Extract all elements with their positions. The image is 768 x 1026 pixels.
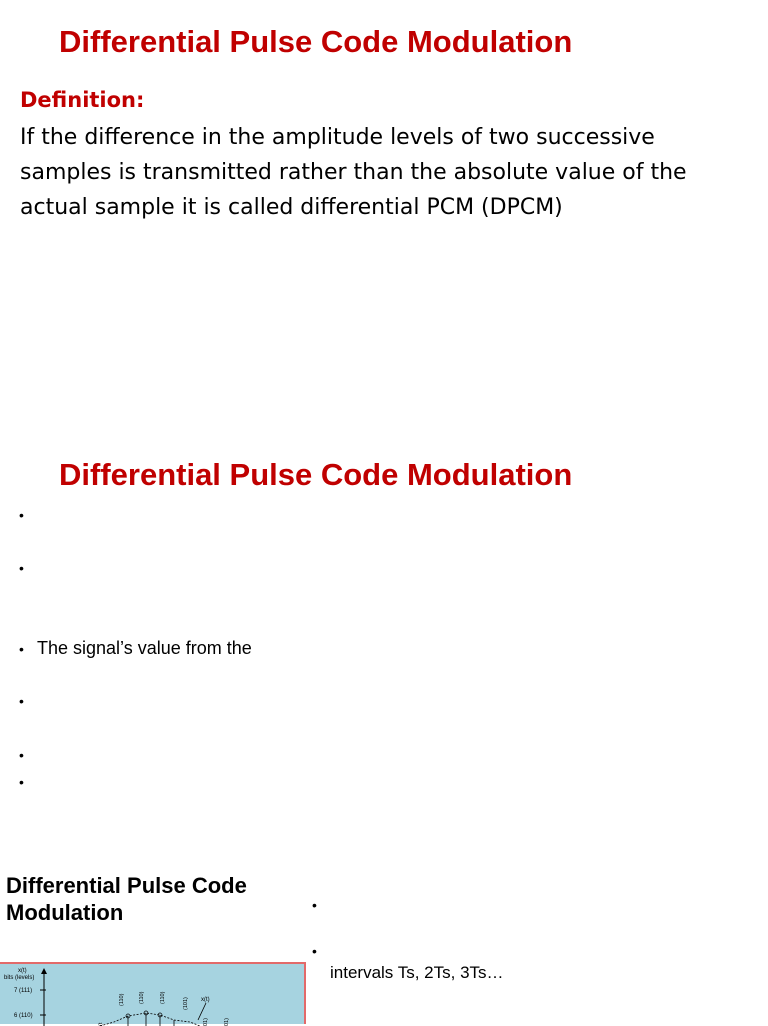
dpcm-figure bbox=[0, 962, 306, 1024]
slide2-bullet-6 bbox=[19, 771, 37, 792]
signal-trace bbox=[100, 1013, 200, 1026]
y-tick-label-7: 7 (111) bbox=[14, 988, 33, 994]
y-axis-label-2: bits (levels) bbox=[4, 975, 35, 981]
slide2-bullet-1 bbox=[19, 504, 37, 525]
signal-label-leader bbox=[198, 1003, 206, 1020]
partial-code-right: 01) bbox=[224, 1018, 230, 1026]
bullet-dot: • bbox=[312, 897, 317, 913]
y-axis-arrow bbox=[41, 968, 47, 974]
bullet-dot: • bbox=[19, 641, 24, 657]
slide3-bullet-2-text: intervals Ts, 2Ts, 3Ts… bbox=[330, 963, 504, 982]
slide2-bullet-3 bbox=[19, 638, 252, 659]
slide3-title: Differential Pulse Code Modulation bbox=[6, 873, 247, 925]
bullet-dot: • bbox=[19, 693, 24, 709]
slide3-bullet-2 bbox=[312, 940, 330, 961]
definition-text: If the difference in the amplitude levels of two successive samples is transmitted rather than the absolute value of the actual sample it is called differential PCM (DPCM) bbox=[20, 125, 687, 220]
sample-code-3: (110) bbox=[160, 991, 166, 1004]
partial-code-left: (t bbox=[98, 1022, 104, 1026]
slide3-bullet-1 bbox=[312, 894, 330, 915]
bullet-dot: • bbox=[312, 943, 317, 959]
bullet-dot: • bbox=[19, 560, 24, 576]
sample-code-4: (101) bbox=[183, 997, 189, 1010]
sample-code-1: (110) bbox=[119, 993, 125, 1006]
slide2-bullet-5 bbox=[19, 744, 37, 765]
dpcm-waveform-plot bbox=[0, 964, 306, 1026]
signal-label: x(t) bbox=[201, 997, 210, 1003]
y-axis-label-1: x(t) bbox=[18, 968, 27, 974]
slide2-bullet-2 bbox=[19, 557, 37, 578]
sample-code-2: (110) bbox=[139, 991, 145, 1004]
slide1-title: Differential Pulse Code Modulation bbox=[59, 24, 573, 59]
bullet-dot: • bbox=[19, 507, 24, 523]
slide2-title: Differential Pulse Code Modulation bbox=[59, 457, 573, 492]
partial-code-mid: 01) bbox=[203, 1018, 209, 1026]
bullet-dot: • bbox=[19, 747, 24, 763]
bullet-dot: • bbox=[19, 774, 24, 790]
slide2-bullet-4 bbox=[19, 690, 37, 711]
y-tick-label-6: 6 (110) bbox=[14, 1013, 33, 1019]
bullet-text: The signal’s value from the bbox=[37, 638, 252, 658]
definition-heading: Definition: bbox=[20, 88, 145, 112]
